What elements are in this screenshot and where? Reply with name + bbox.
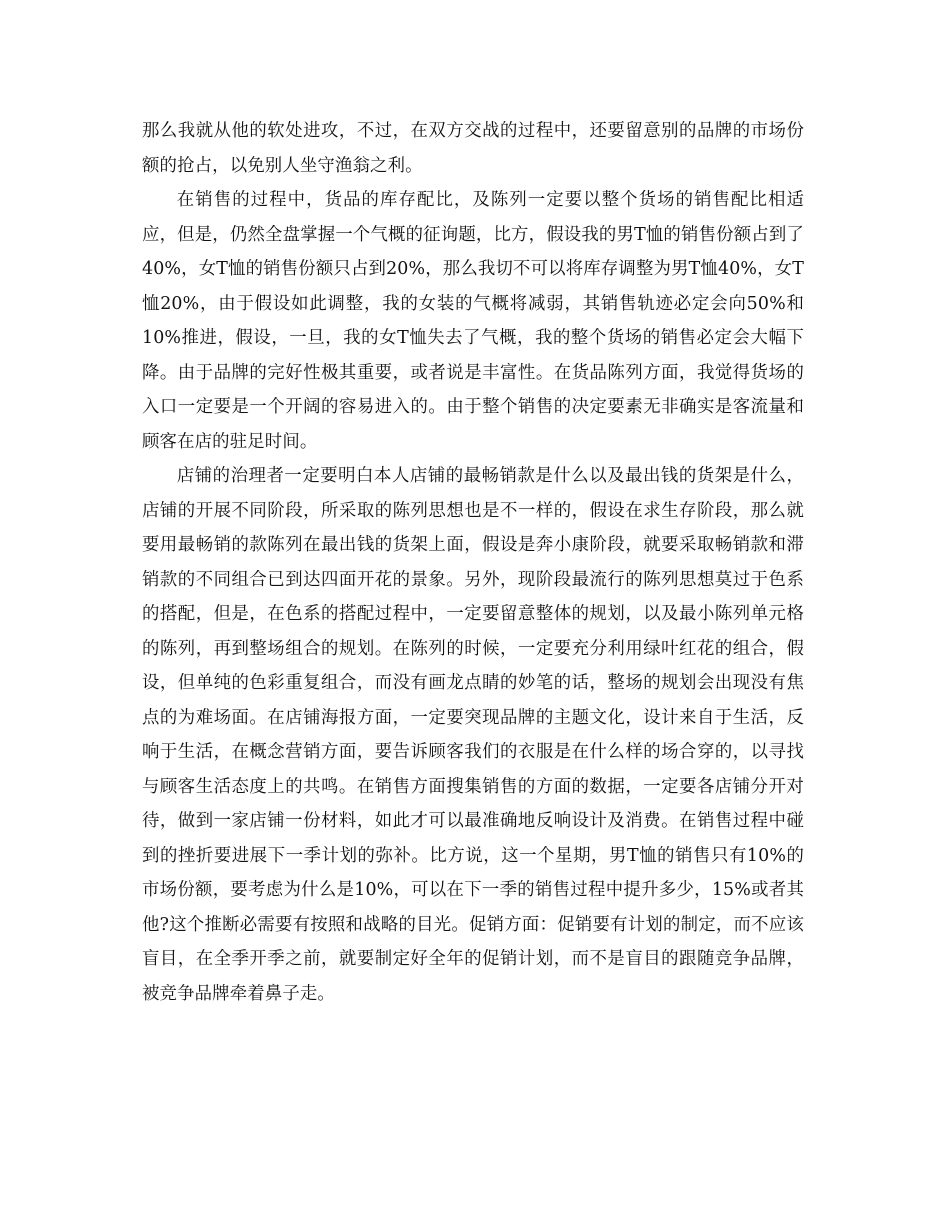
document-body: [142, 114, 804, 1011]
paragraph-store-management: 店铺的治理者一定要明白本人店铺的最畅销款是什么以及最出钱的货架是什么，店铺的开展不同阶段，所采取的陈列思想也是不一样的，假设在求生存阶段，那么就要用最畅销的款陈列在最出钱的货架上面，假设是奔小康阶段，就要采取畅销款和滞销款的不同组合已到达四面开花的景象。另外，现阶段最流行的陈列思想莫过于色系的搭配，但是，在色系的搭配过程中，一定要留意整体的规划，以及最小陈列单元格的陈列，再到整场组合的规划。在陈列的时候，一定要充分利用绿叶红花的组合，假设，但单纯的色彩重复组合，而没有画龙点睛的妙笔的话，整场的规划会出现没有焦点的为难场面。在店铺海报方面，一定要突现品牌的主题文化，设计来自于生活，反响于生活，在概念营销方面，要告诉顾客我们的衣服是在什么样的场合穿的，以寻找与顾客生活态度上的共鸣。在销售方面搜集销售的方面的数据，一定要各店铺分开对待，做到一家店铺一份材料，如此才可以最准确地反响设计及消费。在销售过程中碰到的挫折要进展下一季计划的弥补。比方说，这一个星期，男T恤的销售只有10%的市场份额，要考虑为什么是10%，可以在下一季的销售过程中提升多少，15%或者其他?这个推断必需要有按照和战略的目光。促销方面：促销要有计划的制定，而不应该盲目，在全季开季之前，就要制定好全年的促销计划，而不是盲目的跟随竞争品牌，被竞争品牌牵着鼻子走。: [142, 466, 804, 1004]
paragraph-inventory-display: 在销售的过程中，货品的库存配比，及陈列一定要以整个货场的销售配比相适应，但是，仍然全盘掌握一个气概的征询题，比方，假设我的男T恤的销售份额占到了40%，女T恤的销售份额只占到20%，那么我切不可以将库存调整为男T恤40%，女T恤20%，由于假设如此调整，我的女装的气概将减弱，其销售轨迹必定会向50%和10%推进，假设，一旦，我的女T恤失去了气概，我的整个货场的销售必定会大幅下降。由于品牌的完好性极其重要，或者说是丰富性。在货品陈列方面，我觉得货场的入口一定要是一个开阔的容易进入的。由于整个销售的决定要素无非确实是客流量和顾客在店的驻足时间。: [142, 190, 804, 452]
paragraph-continuation: 那么我就从他的软处进攻，不过，在双方交战的过程中，还要留意别的品牌的市场份额的抢占，以免别人坐守渔翁之利。: [142, 121, 804, 176]
